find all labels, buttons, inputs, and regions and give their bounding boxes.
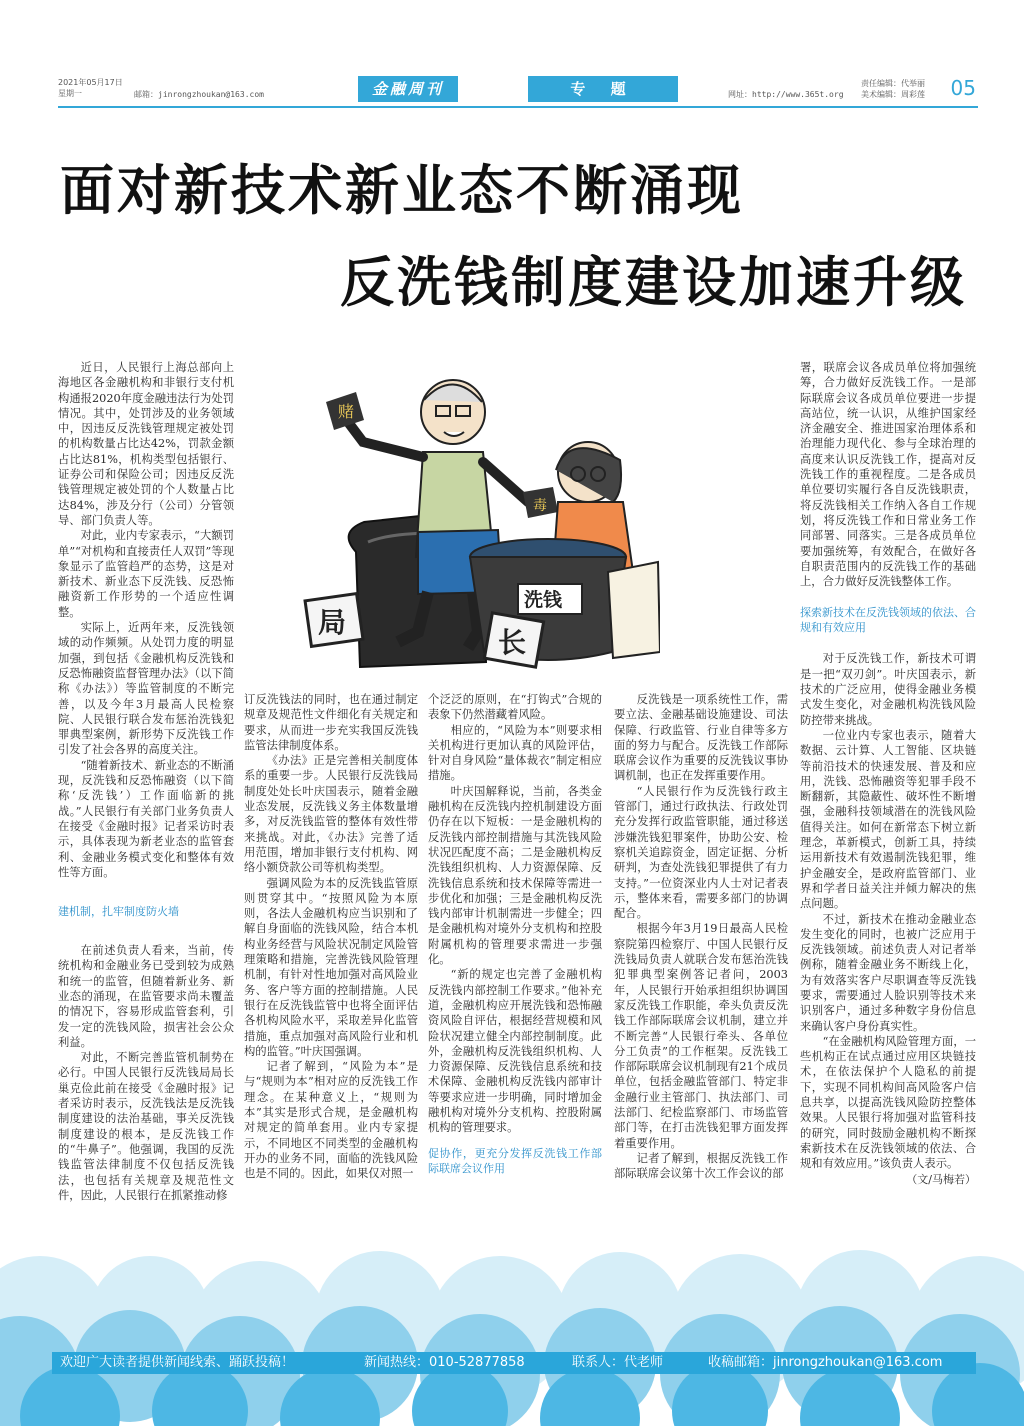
paragraph: 署，联席会议各成员单位将加强统筹，合力做好反洗钱工作。一是部际联席会议各成员单位要进一步提高站位，统一认识，从维护国家经济金融安全、推进国家治理体系和治理能力现代化、参与全球治理的高度来认识反洗钱工作，提高对反洗钱工作的重视程度。二是各成员单位要切实履行各自反洗钱职责，将反洗钱相关工作纳入各自工作规划，将反洗钱工作和日常业务工作同部署、同落实。三是各成员单位要加强统筹，有效配合，在做好各自职责范围内的反洗钱工作的基础上，合力做好反洗钱整体工作。 [800, 361, 976, 589]
paragraph: 记者了解到，“风险为本”是与“规则为本”相对应的反洗钱工作理念。在某种意义上，“规则为本”其实是形式合规，是金融机构对规定的简单套用。业内专家提示，不同地区不同类型的金融机构开办的业务不同，面临的洗钱风险也是不同的。因此，如果仅对照一 [244, 1060, 418, 1181]
paragraph: 《办法》正是完善相关制度体系的重要一步。人民银行反洗钱局制度处处长叶庆国表示，随着金融业态发展，反洗钱义务主体数量增多，对反洗钱监管的整体有效性带来挑战。对此，《办法》完善了适用范围，增加非银行支付机构、网络小额贷款公司等机构类型。 [244, 754, 418, 875]
paragraph: 实际上，近两年来，反洗钱领域的动作频频。从处罚力度的明显加强，到包括《金融机构反洗钱和反恐怖融资监督管理办法》（以下简称《办法》）等监管制度的不断完善，以及今年3月最高人民检察院、人民银行联合发布惩治洗钱犯罪典型案例，新形势下反洗钱工作引发了社会各界的高度关注。 [58, 621, 234, 757]
paragraph: 对于反洗钱工作，新技术可谓是一把“双刃剑”。叶庆国表示，新技术的广泛应用，使得金融业务模式发生变化，对金融机构洗钱风险防控带来挑战。 [800, 652, 976, 727]
footer-contact: 联系人：代老师 [572, 1355, 664, 1370]
paragraph: 记者了解到，根据反洗钱工作部际联席会议第十次工作会议的部 [614, 1151, 788, 1181]
paragraph: 不过，新技术在推动金融业态发生变化的同时，也被广泛应用于反洗钱领域。前述负责人对记者举例称，随着金融业务不断线上化，为有效落实客户尽职调查等反洗钱要求，需要通过人脸识别等技术来识别客户，通过多种数字身份信息来确认客户身份真实性。 [800, 912, 976, 1033]
paragraph: 个泛泛的原则，在“打钩式”合规的表象下仍然潜藏着风险。 [428, 693, 602, 722]
header-website: 网址：http://www.365t.org [728, 90, 844, 99]
bill-label-gamble: 赌 [338, 402, 355, 421]
header-email: 邮箱：jinrongzhoukan@163.com [134, 90, 264, 99]
issue-weekday: 星期一 [58, 89, 82, 98]
issue-date: 2021年05月17日 [58, 78, 123, 87]
paragraph: 一位业内专家也表示，随着大数据、云计算、人工智能、区块链等前沿技术的快速发展、普及和应用，洗钱、恐怖融资等犯罪手段不断翻新，其隐蔽性、破坏性不断增强，金融科技领域潜在的洗钱风险值得关注。如何在新常态下树立新理念，革新模式，创新工具，持续运用新技术有效遏制洗钱犯罪，维护金融安全，是政府监管部门、业界和学者日益关注并倾力解决的焦点问题。 [800, 728, 976, 911]
footer-email[interactable]: 收稿邮箱：jinrongzhoukan@163.com [708, 1355, 943, 1370]
headline-line-2: 反洗钱制度建设加速升级 [340, 251, 967, 314]
section-label: 专 题 [528, 76, 678, 102]
subheading: 促协作，更充分发挥反洗钱工作部际联席会议作用 [428, 1146, 602, 1175]
art-editor: 美术编辑：周彩莲 [861, 90, 925, 99]
article-column-1 [58, 360, 234, 1203]
byline: （文/马梅若） [906, 1172, 976, 1186]
cloud-decoration [0, 1196, 1024, 1426]
article-column-5 [800, 360, 976, 1187]
paragraph: 强调风险为本的反洗钱监管原则贯穿其中。“按照风险为本原则，各法人金融机构应当识别和了解自身面临的洗钱风险，结合本机构业务经营与风险状况制定风险管理策略和措施，完善洗钱风险管理机制，有针对性地加强对高风险业务、客户等方面的控制措施。人民银行在反洗钱监管中也将全面评估各机构风险水平，采取差异化监管措施，重点加强对高风险行业和机构的监管。”叶庆国强调。 [244, 876, 418, 1058]
sign-label-zhang: 长 [498, 626, 527, 659]
paragraph: 相应的，“风险为本”则要求相关机构进行更加认真的风险评估，针对自身风险“量体裁衣”制定相应措施。 [428, 723, 602, 783]
article-column-2 [244, 692, 418, 1182]
responsible-editor: 责任编辑：代举丽 [861, 79, 925, 88]
footer-hotline: 新闻热线：010-52877858 [364, 1355, 525, 1370]
paragraph: 订反洗钱法的同时，也在通过制定规章及规范性文件细化有关规定和要求，从而进一步充实我国反洗钱监管法律制度体系。 [244, 693, 418, 752]
article-column-3 [428, 692, 602, 1186]
page-number: 05 [950, 76, 976, 100]
money-box [608, 562, 660, 658]
subheading: 探索新技术在反洗钱领域的依法、合规和有效应用 [800, 606, 976, 635]
bill-poison [523, 487, 558, 518]
bill-gamble [326, 392, 364, 430]
sign-ju [305, 594, 363, 647]
vat-label: 洗钱 [524, 589, 563, 611]
brand-logo: 金融周刊 [358, 76, 458, 102]
paragraph: 根据今年3月19日最高人民检察院第四检察厅、中国人民银行反洗钱局负责人就联合发布惩治洗钱犯罪典型案例答记者问，2003年，人民银行开始承担组织协调国家反洗钱工作职能，牵头负责反洗钱工作部际联席会议机制，建立并不断完善“人民银行牵头、各单位分工负责”的工作框架。反洗钱工作部际联席会议机制现有21个成员单位，包括金融监管部门、特定非金融行业主管部门、执法部门、司法部门、纪检监察部门、市场监管部门等，在打击洗钱犯罪方面发挥着重要作用。 [614, 922, 788, 1150]
subheading: 建机制，扎牢制度防火墙 [58, 905, 179, 919]
paragraph: 反洗钱是一项系统性工作，需要立法、金融基础设施建设、司法保障、行政监管、行业自律等多方面的努力与配合。反洗钱工作部际联席会议作为重要的反洗钱议事协调机制，也正在发挥重要作用。 [614, 693, 788, 783]
sign-label-ju: 局 [318, 606, 347, 639]
article-column-4 [614, 692, 788, 1182]
paragraph: “随着新技术、新业态的不断涌现，反洗钱和反恐怖融资（以下简称‘反洗钱’）工作面临新的挑战。”人民银行有关部门业务负责人在接受《金融时报》记者采访时表示，具体表现为新老业态的监管套利、金融业务模式变化和整体有效性等方面。 [58, 758, 234, 879]
paragraph: 在前述负责人看来，当前，传统机构和金融业务已受到较为成熟和统一的监管，但随着新业务、新业态的涌现，在监管要求尚未覆盖的情况下，容易形成监管套利，引发一定的洗钱风险，损害社会公众利益。 [58, 944, 234, 1049]
footer-bar [52, 1352, 976, 1374]
page-header [58, 76, 978, 104]
headline-line-1: 面对新技术新业态不断涌现 [60, 159, 744, 222]
paragraph: 近日，人民银行上海总部向上海地区各金融机构和非银行支付机构通报2020年度金融违法行为处罚情况。其中，处罚涉及的业务领域中，因违反反洗钱管理规定被处罚的机构数量占比达42%，罚款金额占比达81%，机构类型包括银行、证券公司和保险公司；因违反反洗钱管理规定被处罚的个人数量占比达84%，涉及分行（公司）分管领导、部门负责人等。 [58, 361, 234, 527]
paragraph: 对此，业内专家表示，“大额罚单”“对机构和直接责任人双罚”等现象显示了监管趋严的态势，这是对新技术、新业态下反洗钱、反恐怖融资新工作形势的一个适应性调整。 [58, 529, 234, 619]
cartoon-illustration [268, 362, 660, 674]
header-divider [58, 106, 978, 108]
paragraph: “人民银行作为反洗钱行政主管部门，通过行政执法、行政处罚充分发挥行政监管职能，通过移送涉嫌洗钱犯罪案件，协助公安、检察机关追踪资金，固定证据、分析研判，为查处洗钱犯罪提供了有力支持。”一位资深业内人士对记者表示，整体来看，需要多部门的协调配合。 [614, 784, 788, 921]
paragraph: “在金融机构风险管理方面，一些机构正在试点通过应用区块链技术，在依法保护个人隐私的前提下，实现不同机构间高风险客户信息共享，以提高洗钱风险防控整体效果。人民银行将加强对监管科技的研究，同时鼓励金融机构不断探索新技术在反洗钱领域的依法、合规和有效应用。”该负责人表示。 [800, 1034, 976, 1171]
paragraph: 叶庆国解释说，当前，各类金融机构在反洗钱内控机制建设方面仍存在以下短板：一是金融机构的反洗钱内部控制措施与其洗钱风险状况匹配度不高；二是金融机构反洗钱组织机构、人力资源保障、反洗钱信息系统和技术保障等需进一步优化和加强；三是金融机构反洗钱内部审计机制需进一步健全；四是金融机构对境外分支机构和控股附属机构的管理要求需进一步强化。 [428, 784, 602, 967]
paragraph: “新的规定也完善了金融机构反洗钱内部控制工作要求。”他补充道，金融机构应开展洗钱和恐怖融资风险自评估，根据经营规模和风险状况建立健全内部控制制度。此外，金融机构反洗钱组织机构、人力资源保障、反洗钱信息系统和技术保障、金融机构反洗钱内部审计等要求应进一步明确，同时增加金融机构对境外分支机构、控股附属机构的管理要求。 [428, 968, 602, 1135]
sign-zhang [484, 613, 543, 667]
footer-slogan: 欢迎广大读者提供新闻线索、踊跃投稿！ [60, 1355, 295, 1370]
bill-label-poison: 毒 [533, 498, 547, 514]
paragraph: 对此，不断完善监管机制势在必行。中国人民银行反洗钱局局长巢克俭此前在接受《金融时报》记者采访时表示，反洗钱法是反洗钱制度建设的法治基础，事关反洗钱制度建设的根本，是反洗钱工作的“牛鼻子”。他强调，我国的反洗钱监管法律制度不仅包括反洗钱法，也包括有关规章及规范性文件，因此，人民银行在抓紧推动修 [58, 1051, 234, 1202]
